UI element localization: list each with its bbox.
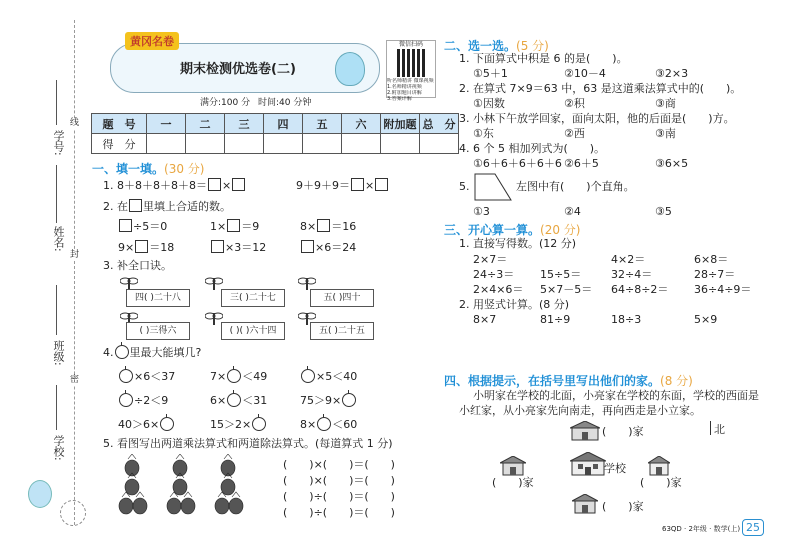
s1-q2-item-3 xyxy=(300,219,356,234)
s1-q4-item-7 xyxy=(118,417,175,432)
score-header-3: 三 xyxy=(225,114,264,134)
answer-box[interactable] xyxy=(211,240,224,253)
answer-box[interactable] xyxy=(232,178,245,191)
s1-q2-item-2 xyxy=(210,219,259,234)
expr-text: 9× xyxy=(118,241,135,254)
verse-card[interactable]: 四( )二十八 xyxy=(126,289,190,307)
pineapple-picture xyxy=(118,454,268,516)
s1-q4-num: 4. xyxy=(103,346,114,359)
score-header-7: 附加题 xyxy=(381,114,420,134)
answer-box[interactable] xyxy=(317,219,330,232)
calc-item[interactable]: 32÷4＝ xyxy=(611,268,653,281)
s1-q2-item-4 xyxy=(118,240,174,255)
q5-blank-3[interactable]: ( )÷( )＝( ) xyxy=(283,490,395,503)
expr-text: ×6＝24 xyxy=(315,241,357,254)
expr-text: ÷2＜9 xyxy=(134,394,169,407)
expr-text: 15＞2× xyxy=(210,418,252,431)
pineapple-icon xyxy=(215,492,229,514)
rabbit-icon xyxy=(335,52,365,86)
expr-text: ×3＝12 xyxy=(225,241,267,254)
s1-q4-item-1 xyxy=(118,369,175,384)
s1-q3: 3. 补全口诀。 xyxy=(103,259,172,272)
section-3-points: (20 分) xyxy=(540,223,581,237)
q5-blank-1[interactable]: ( )×( )＝( ) xyxy=(283,458,395,471)
expr-text: ×6＜37 xyxy=(134,370,176,383)
s2-q5-opt-1[interactable]: ①3 xyxy=(473,205,490,218)
section-3-heading xyxy=(444,221,580,238)
calc-item[interactable]: 28÷7＝ xyxy=(694,268,736,281)
expr-text: 7× xyxy=(210,370,227,383)
s1-q4-item-8 xyxy=(210,417,267,432)
expr-text: ×5＜40 xyxy=(316,370,358,383)
apple-blank[interactable] xyxy=(301,369,315,383)
s2-q4-opt-3[interactable]: ③6×5 xyxy=(655,157,689,170)
s1-q5: 5. 看图写出两道乘法算式和两道除法算式。(每道算式 1 分) xyxy=(103,437,393,450)
s1-q1: 1. 8＋8＋8＋8＋8＝ × xyxy=(103,178,246,193)
expr-text: 6× xyxy=(210,394,227,407)
house-icon xyxy=(570,421,600,441)
s1-q4-item-4 xyxy=(118,393,168,408)
s1-q1-text: 1. 8＋8＋8＋8＋8＝ xyxy=(103,179,207,192)
s1-q2 xyxy=(103,199,231,214)
qr-caption-1: 1.名师精讲视频 xyxy=(387,84,422,90)
s1-q2-text: 2. 在 xyxy=(103,200,128,213)
score-cell[interactable] xyxy=(303,134,342,154)
apple-blank[interactable] xyxy=(252,417,266,431)
north-label: 北 xyxy=(714,423,725,436)
q5-blank-4[interactable]: ( )÷( )＝( ) xyxy=(283,506,395,519)
score-cell[interactable] xyxy=(186,134,225,154)
field-xuexiao[interactable] xyxy=(56,385,57,430)
apple-blank[interactable] xyxy=(160,417,174,431)
apple-blank[interactable] xyxy=(342,393,356,407)
s2-q2-opt-3[interactable]: ③商 xyxy=(655,97,676,110)
score-header-5: 五 xyxy=(303,114,342,134)
expr-text: ＜31 xyxy=(242,394,268,407)
apple-icon xyxy=(115,345,129,359)
apple-blank[interactable] xyxy=(227,369,241,383)
qr-caption-0: 听名师精讲 微课视频 xyxy=(387,78,434,84)
score-cell[interactable] xyxy=(342,134,381,154)
answer-box[interactable] xyxy=(129,199,142,212)
north-arrow-icon xyxy=(710,421,711,435)
home-blank-west[interactable]: ( )家 xyxy=(492,476,534,489)
s1-q2-item-6 xyxy=(300,240,356,255)
section-1-heading xyxy=(92,160,204,177)
score-cell[interactable] xyxy=(420,134,459,154)
dragonfly-icon xyxy=(120,275,138,289)
dragonfly-icon xyxy=(298,275,316,289)
school-icon xyxy=(570,452,606,476)
home-blank-east[interactable]: ( )家 xyxy=(640,476,682,489)
answer-box[interactable] xyxy=(227,219,240,232)
s1-q2-item-5 xyxy=(210,240,266,255)
brand-logo: 黄冈名卷 xyxy=(125,32,179,50)
field-xuehao[interactable] xyxy=(56,80,57,125)
qr-icon xyxy=(397,49,425,77)
pineapple-icon xyxy=(181,492,195,514)
qr-code[interactable] xyxy=(386,40,436,102)
expr-text: ÷5＝0 xyxy=(133,220,168,233)
dragonfly-icon xyxy=(205,275,223,289)
s2-q3-opt-2[interactable]: ②西 xyxy=(564,127,585,140)
s2-q5: 5. xyxy=(459,180,470,193)
verse-card[interactable]: 五( )二十五 xyxy=(310,322,374,340)
calc-item[interactable]: 24÷3＝ xyxy=(473,268,515,281)
home-blank-south[interactable]: ( )家 xyxy=(602,500,644,513)
score-header-1: 一 xyxy=(147,114,186,134)
mascot-icon xyxy=(28,480,52,508)
expr-text: ＝9 xyxy=(241,220,260,233)
expr-text: ＝16 xyxy=(331,220,357,233)
page-number: 25 xyxy=(742,519,764,536)
s1-q4-item-3 xyxy=(300,369,357,384)
s2-q5-text: 左图中有( )个直角。 xyxy=(516,180,635,193)
calc-item[interactable]: 64÷8÷2＝ xyxy=(611,283,669,296)
s1-q4-item-5 xyxy=(210,393,267,408)
mark-xian: 线 xyxy=(70,118,80,128)
s2-q1-opt-3[interactable]: ③2×3 xyxy=(655,67,689,80)
pineapple-icon xyxy=(229,492,243,514)
s1-q2-item-1 xyxy=(118,219,167,234)
vertical-calc[interactable]: 81÷9 xyxy=(540,313,571,326)
calc-item[interactable]: 2×7＝ xyxy=(473,253,508,266)
s3-q1: 1. 直接写得数。(12 分) xyxy=(459,237,577,250)
s1-q1b: 9＋9＋9＝ × xyxy=(296,178,389,193)
vertical-calc[interactable]: 5×9 xyxy=(694,313,718,326)
calc-item[interactable]: 36÷4÷9＝ xyxy=(694,283,752,296)
q5-blank-2[interactable]: ( )×( )＝( ) xyxy=(283,474,395,487)
verse-card[interactable]: 五( )四十 xyxy=(310,289,374,307)
footer-code: 63QD · 2年级 · 数学(上) xyxy=(662,525,741,533)
score-cell[interactable] xyxy=(147,134,186,154)
answer-box[interactable] xyxy=(351,178,364,191)
expr-text: 8× xyxy=(300,220,317,233)
page-title: 期末检测优选卷(二) xyxy=(180,62,296,77)
qr-caption-2: 2.附加题目讲解 xyxy=(387,90,422,96)
expr-text: 8× xyxy=(300,418,317,431)
score-cell[interactable] xyxy=(264,134,303,154)
trapezoid-figure xyxy=(473,172,513,202)
apple-blank[interactable] xyxy=(317,417,331,431)
section-1-title: 一、填一填。 xyxy=(92,162,165,176)
calc-item[interactable]: 5×7－5＝ xyxy=(540,283,593,296)
answer-box[interactable] xyxy=(119,219,132,232)
verse-card[interactable]: ( )( )六十四 xyxy=(221,322,285,340)
s2-q2: 2. 在算式 7×9＝63 中，63 是这道乘法算式中的( )。 xyxy=(459,82,742,95)
vertical-calc[interactable]: 8×7 xyxy=(473,313,497,326)
pineapple-icon xyxy=(133,492,147,514)
score-cell[interactable] xyxy=(381,134,420,154)
score-cell[interactable] xyxy=(225,134,264,154)
s2-q4-opt-2[interactable]: ②6＋5 xyxy=(564,157,599,170)
score-header-0: 题 号 xyxy=(92,114,147,134)
expr-text: ＜60 xyxy=(332,418,358,431)
vertical-calc[interactable]: 18÷3 xyxy=(611,313,642,326)
s1-q1b-text: 9＋9＋9＝ xyxy=(296,179,350,192)
s2-q5-opt-2[interactable]: ②4 xyxy=(564,205,581,218)
s2-q1-opt-2[interactable]: ②10－4 xyxy=(564,67,606,80)
school-label: 学校 xyxy=(604,462,626,475)
dashed-circle-icon xyxy=(60,500,86,526)
label-xuexiao: 学校: xyxy=(52,435,65,461)
field-xingming[interactable] xyxy=(56,165,57,223)
score-table xyxy=(91,113,459,154)
section-3-title: 三、开心算一算。 xyxy=(444,223,541,237)
full-score: 满分:100 分 xyxy=(200,98,251,108)
expr-text: 75＞9× xyxy=(300,394,342,407)
apple-blank[interactable] xyxy=(227,393,241,407)
s2-q3-opt-1[interactable]: ①东 xyxy=(473,127,494,140)
section-2-title: 二、选一选。 xyxy=(444,39,517,53)
section-2-points: (5 分) xyxy=(516,39,549,53)
mark-feng: 封 xyxy=(70,250,80,260)
section-4-points: (8 分) xyxy=(660,374,693,388)
expr-text: ＝18 xyxy=(149,241,175,254)
s2-q5-opt-3[interactable]: ③5 xyxy=(655,205,672,218)
label-banji: 班级: xyxy=(52,340,65,366)
score-header-6: 六 xyxy=(342,114,381,134)
pineapple-icon xyxy=(119,492,133,514)
time-limit: 时间:40 分钟 xyxy=(258,98,312,108)
qr-caption-3: 3.答案详解 xyxy=(387,96,412,102)
s2-q1: 1. 下面算式中积是 6 的是( )。 xyxy=(459,52,628,65)
expr-text: 1× xyxy=(210,220,227,233)
verse-card[interactable]: 三( )二十七 xyxy=(221,289,285,307)
home-blank-north[interactable]: ( )家 xyxy=(602,425,644,438)
s2-q2-opt-1[interactable]: ①因数 xyxy=(473,97,505,110)
s2-q4: 4. 6 个 5 相加列式为( )。 xyxy=(459,142,606,155)
score-header-8: 总 分 xyxy=(420,114,459,134)
expr-text: ＜49 xyxy=(242,370,268,383)
apple-blank[interactable] xyxy=(119,369,133,383)
calc-item[interactable]: 6×8＝ xyxy=(694,253,729,266)
fold-line xyxy=(74,20,75,525)
field-banji[interactable] xyxy=(56,285,57,335)
house-icon xyxy=(572,494,598,514)
qr-title: 微信扫码 xyxy=(398,41,423,48)
score-row-label: 得 分 xyxy=(92,134,147,154)
s2-q3-opt-3[interactable]: ③南 xyxy=(655,127,676,140)
label-xuehao: 学号: xyxy=(52,130,65,156)
score-header-2: 二 xyxy=(186,114,225,134)
apple-blank[interactable] xyxy=(119,393,133,407)
verse-card[interactable]: ( )三得六 xyxy=(126,322,190,340)
pineapple-icon xyxy=(167,492,181,514)
s1-q4-item-6 xyxy=(300,393,357,408)
s2-q3: 3. 小林下午放学回家，面向太阳，他的后面是( )方。 xyxy=(459,112,735,125)
answer-box[interactable] xyxy=(208,178,221,191)
s4-text-1: 小明家在学校的北面，小亮家在学校的东面，学校的西面是 xyxy=(473,389,759,402)
s2-q4-opt-1[interactable]: ①6＋6＋6＋6＋6 xyxy=(473,157,562,170)
section-4-title: 四、根据提示，在括号里写出他们的家。 xyxy=(444,374,661,388)
answer-box[interactable] xyxy=(301,240,314,253)
calc-item[interactable]: 2×4×6＝ xyxy=(473,283,524,296)
answer-box[interactable] xyxy=(375,178,388,191)
house-icon xyxy=(648,456,670,476)
s1-q4-item-9 xyxy=(300,417,357,432)
s1-q4 xyxy=(103,345,201,360)
section-4-heading xyxy=(444,372,693,389)
mark-mi: 密 xyxy=(70,375,80,385)
s1-q4-item-2 xyxy=(210,369,267,384)
s1-q2-text-b: 里填上合适的数。 xyxy=(143,200,231,213)
s2-q2-opt-2[interactable]: ②积 xyxy=(564,97,585,110)
house-icon xyxy=(500,456,526,476)
calc-item[interactable]: 15÷5＝ xyxy=(540,268,582,281)
s2-q1-opt-1[interactable]: ①5＋1 xyxy=(473,67,508,80)
answer-box[interactable] xyxy=(135,240,148,253)
score-header-4: 四 xyxy=(264,114,303,134)
calc-item[interactable]: 4×2＝ xyxy=(611,253,646,266)
s1-q4-text: 里最大能填几? xyxy=(129,346,202,359)
label-xingming: 姓名: xyxy=(52,226,65,252)
s3-q2: 2. 用竖式计算。(8 分) xyxy=(459,298,570,311)
section-1-points: (30 分) xyxy=(164,162,205,176)
expr-text: 40＞6× xyxy=(118,418,160,431)
s4-text-2: 小红家，从小亮家先向南走，再向西走是小立家。 xyxy=(459,404,701,417)
